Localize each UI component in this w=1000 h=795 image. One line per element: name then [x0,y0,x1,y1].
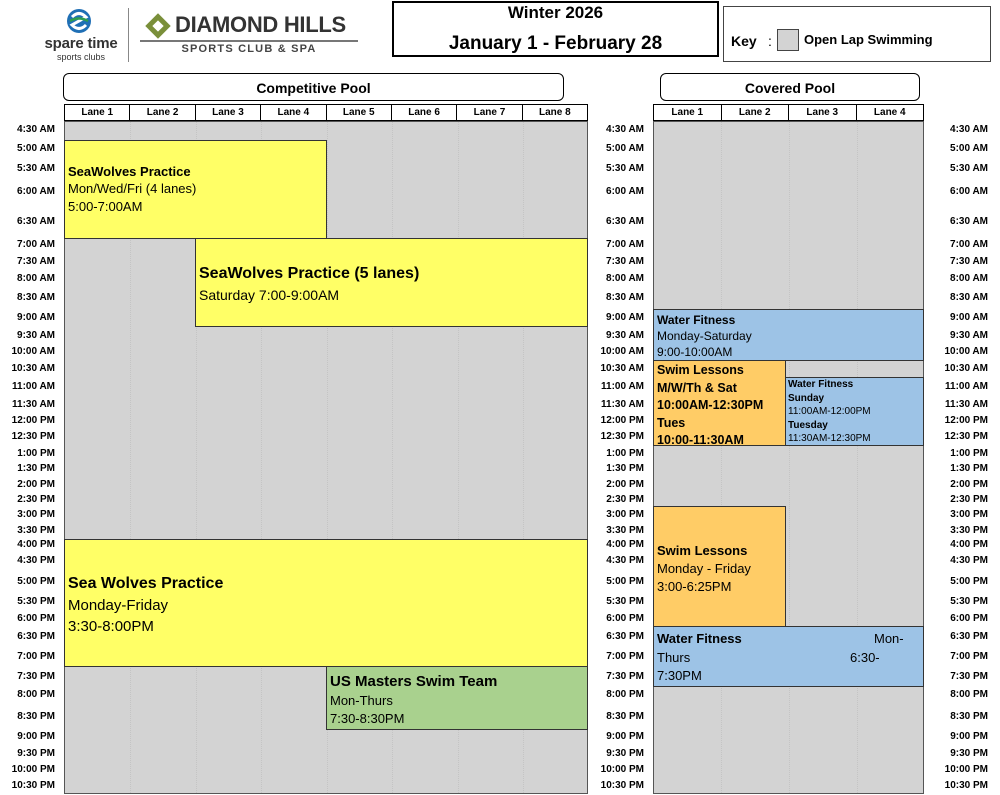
season-box [392,1,719,57]
time-label: 6:00 AM [606,186,644,197]
season-dates: January 1 - February 28 [448,33,663,54]
competitive-lane-6: Lane 6 [392,105,457,120]
time-label: 5:30 AM [606,163,644,174]
time-label: 11:00 AM [12,381,55,392]
time-label: 7:00 PM [950,651,988,662]
block-day: Sunday [788,392,825,404]
time-label: 10:00 AM [944,346,988,357]
time-label: 8:00 PM [17,689,55,700]
covered-lane-4: Lane 4 [873,107,906,118]
time-label: 5:00 AM [950,143,988,154]
time-label: 6:30 PM [17,631,55,642]
time-label: 12:00 PM [11,415,55,426]
time-label: 10:30 AM [11,363,55,374]
time-label: 6:30 PM [950,631,988,642]
time-label: 6:00 AM [17,186,55,197]
covered-lane-header [653,104,924,121]
time-label: 1:00 PM [17,448,55,459]
covered-lane-1: Lane 1 [654,105,722,120]
competitive-lane-7: Lane 7 [457,105,522,120]
time-label: 8:30 PM [950,711,988,722]
time-label: 4:30 AM [17,124,55,135]
time-label: 7:30 PM [950,671,988,682]
time-label: 5:30 PM [606,596,644,607]
time-label: 9:00 AM [17,312,55,323]
time-label: 12:30 PM [600,431,644,442]
time-label: 3:00 PM [17,509,55,520]
competitive-lane-3: Lane 3 [196,105,261,120]
water-fitness-midday-block [785,377,924,446]
time-label: 9:30 PM [606,748,644,759]
time-label: 10:30 PM [944,780,988,791]
block-days: Monday-Saturday [657,329,752,343]
block-line: Swim Lessons [657,363,744,377]
legend-item-open-lap: Open Lap Swimming [804,32,933,47]
time-label: 6:00 AM [950,186,988,197]
time-label: 7:30 PM [606,671,644,682]
time-label: 4:30 PM [606,555,644,566]
time-label: 7:00 AM [950,239,988,250]
block-title: SeaWolves Practice (5 lanes) [199,265,420,282]
time-label: 10:30 AM [600,363,644,374]
block-title: SeaWolves Practice [68,164,191,179]
diamond-hills-rule [140,40,358,42]
time-label: 5:30 AM [950,163,988,174]
time-label: 4:30 PM [950,555,988,566]
time-label: 12:00 PM [600,415,644,426]
competitive-lane-5: Lane 5 [327,105,392,120]
legend-label: Key [731,33,757,49]
time-label: 6:30 AM [606,216,644,227]
competitive-pool-title: Competitive Pool [63,73,564,101]
time-label: 10:00 PM [944,764,988,775]
block-time-part: 6:30- [850,650,880,665]
time-label: 3:00 PM [606,509,644,520]
block-title: Water Fitness [657,313,736,327]
time-label: 7:00 AM [606,239,644,250]
time-label: 9:30 PM [17,748,55,759]
time-label: 3:30 PM [950,525,988,536]
time-label: 5:30 PM [950,596,988,607]
time-label: 2:00 PM [17,479,55,490]
block-days: Monday - Friday [657,561,751,576]
time-label: 6:00 PM [950,613,988,624]
time-label: 7:30 AM [950,256,988,267]
time-label: 5:00 PM [17,576,55,587]
time-label: 9:30 PM [950,748,988,759]
diamond-hills-name: DIAMOND HILLS [175,12,346,37]
time-label: 7:30 AM [606,256,644,267]
time-label: 9:30 AM [606,330,644,341]
time-label: 2:30 PM [17,494,55,505]
time-label: 7:00 PM [606,651,644,662]
time-label: 5:00 PM [950,576,988,587]
time-label: 8:00 PM [606,689,644,700]
block-time: 11:00AM-12:00PM [788,406,871,417]
time-label: 6:30 AM [17,216,55,227]
time-label: 7:30 AM [17,256,55,267]
time-column-right [928,0,988,795]
time-label: 9:00 PM [950,731,988,742]
time-label: 7:00 AM [17,239,55,250]
competitive-lane-header [64,104,588,121]
legend-swatch [777,29,799,51]
time-label: 12:30 PM [11,431,55,442]
lane-divider [789,122,790,793]
block-title: Water Fitness [788,379,854,390]
competitive-lane-8: Lane 8 [538,107,571,118]
time-column-middle [584,0,644,795]
season-title: Winter 2026 [507,3,604,22]
block-time-part: 7:30PM [657,668,702,683]
block-time: 9:00-10:00AM [657,345,733,359]
time-label: 6:30 PM [606,631,644,642]
time-label: 9:00 PM [606,731,644,742]
time-label: 1:00 PM [950,448,988,459]
seawolves-evening-block [64,539,588,667]
competitive-lane-1: Lane 1 [65,105,130,120]
swim-lessons-morning-block [653,360,786,446]
time-label: 9:00 AM [950,312,988,323]
spare-time-subtitle: sports clubs [56,52,106,62]
time-label: 4:00 PM [606,539,644,550]
time-label: 2:00 PM [950,479,988,490]
time-label: 8:00 AM [606,273,644,284]
time-label: 9:00 AM [606,312,644,323]
masters-swim-block [326,666,588,730]
time-label: 9:30 AM [17,330,55,341]
time-label: 5:00 AM [17,143,55,154]
time-label: 5:30 AM [17,163,55,174]
block-title: Swim Lessons [657,543,748,558]
swim-lessons-afternoon-block [653,506,786,627]
time-label: 11:30 AM [601,399,644,410]
block-line: Tues [657,415,686,430]
time-label: 1:00 PM [606,448,644,459]
time-label: 3:00 PM [950,509,988,520]
time-label: 4:30 AM [950,124,988,135]
water-fitness-morning-block [653,309,924,361]
time-label: 10:00 AM [11,346,55,357]
diamond-hills-subtitle: SPORTS CLUB & SPA [181,43,317,55]
time-label: 1:30 PM [950,463,988,474]
time-label: 6:00 PM [17,613,55,624]
block-days: Monday-Friday [68,597,169,614]
block-time: 11:30AM-12:30PM [788,433,871,444]
time-label: 3:30 PM [17,525,55,536]
time-label: 5:30 PM [17,596,55,607]
time-label: 1:30 PM [606,463,644,474]
time-label: 1:30 PM [17,463,55,474]
time-label: 2:30 PM [606,494,644,505]
time-label: 10:00 PM [11,764,55,775]
block-line: 10:00AM-12:30PM [657,398,764,412]
block-time: 3:00-6:25PM [657,579,732,594]
time-label: 12:30 PM [944,431,988,442]
block-time: 3:30-8:00PM [68,618,154,635]
lane-divider [857,122,858,793]
time-label: 9:00 PM [17,731,55,742]
time-label: 11:30 AM [945,399,988,410]
time-label: 10:30 AM [944,363,988,374]
time-label: 8:00 AM [950,273,988,284]
spare-time-swirl-icon [66,8,92,34]
block-days: Saturday 7:00-9:00AM [199,287,340,303]
time-label: 12:00 PM [944,415,988,426]
time-label: 7:00 PM [17,651,55,662]
block-days-part: Mon- [874,631,904,646]
covered-pool-title: Covered Pool [660,73,920,101]
time-label: 6:00 PM [606,613,644,624]
water-fitness-evening-block [653,626,924,687]
competitive-lane-4: Lane 4 [261,105,326,120]
time-label: 4:00 PM [950,539,988,550]
competitive-lane-2: Lane 2 [130,105,195,120]
legend-colon: : [768,33,772,49]
spare-time-name: spare time [44,35,118,52]
time-label: 7:30 PM [17,671,55,682]
time-label: 8:30 AM [606,292,644,303]
seawolves-morning-block [64,140,327,239]
time-label: 11:30 AM [12,399,55,410]
time-label: 4:00 PM [17,539,55,550]
time-label: 9:30 AM [950,330,988,341]
seawolves-saturday-block [195,238,588,327]
time-label: 10:30 PM [11,780,55,791]
time-label: 11:00 AM [601,381,644,392]
time-label: 5:00 PM [606,576,644,587]
block-time: 7:30-8:30PM [330,711,405,726]
logo-divider [128,8,129,62]
block-days-part: Thurs [657,650,691,665]
time-label: 4:30 PM [17,555,55,566]
block-days: Mon-Thurs [330,693,393,708]
time-label: 8:00 AM [17,273,55,284]
time-label: 4:30 AM [606,124,644,135]
time-label: 10:00 PM [600,764,644,775]
time-label: 11:00 AM [945,381,988,392]
time-label: 8:30 PM [17,711,55,722]
time-label: 10:30 PM [600,780,644,791]
time-label: 10:00 AM [600,346,644,357]
time-label: 6:30 AM [950,216,988,227]
block-line: 10:00-11:30AM [657,433,744,446]
time-label: 8:00 PM [950,689,988,700]
lane-divider [721,122,722,793]
block-title: US Masters Swim Team [330,673,498,690]
block-title: Water Fitness [657,631,742,646]
time-label: 8:30 AM [950,292,988,303]
time-label: 2:30 PM [950,494,988,505]
time-label: 3:30 PM [606,525,644,536]
covered-lane-2: Lane 2 [722,105,790,120]
time-label: 8:30 AM [17,292,55,303]
block-title: Sea Wolves Practice [68,575,224,592]
time-label: 8:30 PM [606,711,644,722]
time-label: 5:00 AM [606,143,644,154]
diamond-hills-icon [144,12,172,40]
block-days: Mon/Wed/Fri (4 lanes) [68,181,197,196]
block-day: Tuesday [788,419,828,431]
time-column-left [0,0,55,795]
covered-lane-3: Lane 3 [789,105,857,120]
block-line: M/W/Th & Sat [657,380,737,395]
covered-pool-grid [653,121,924,794]
block-time: 5:00-7:00AM [68,199,143,214]
time-label: 2:00 PM [606,479,644,490]
